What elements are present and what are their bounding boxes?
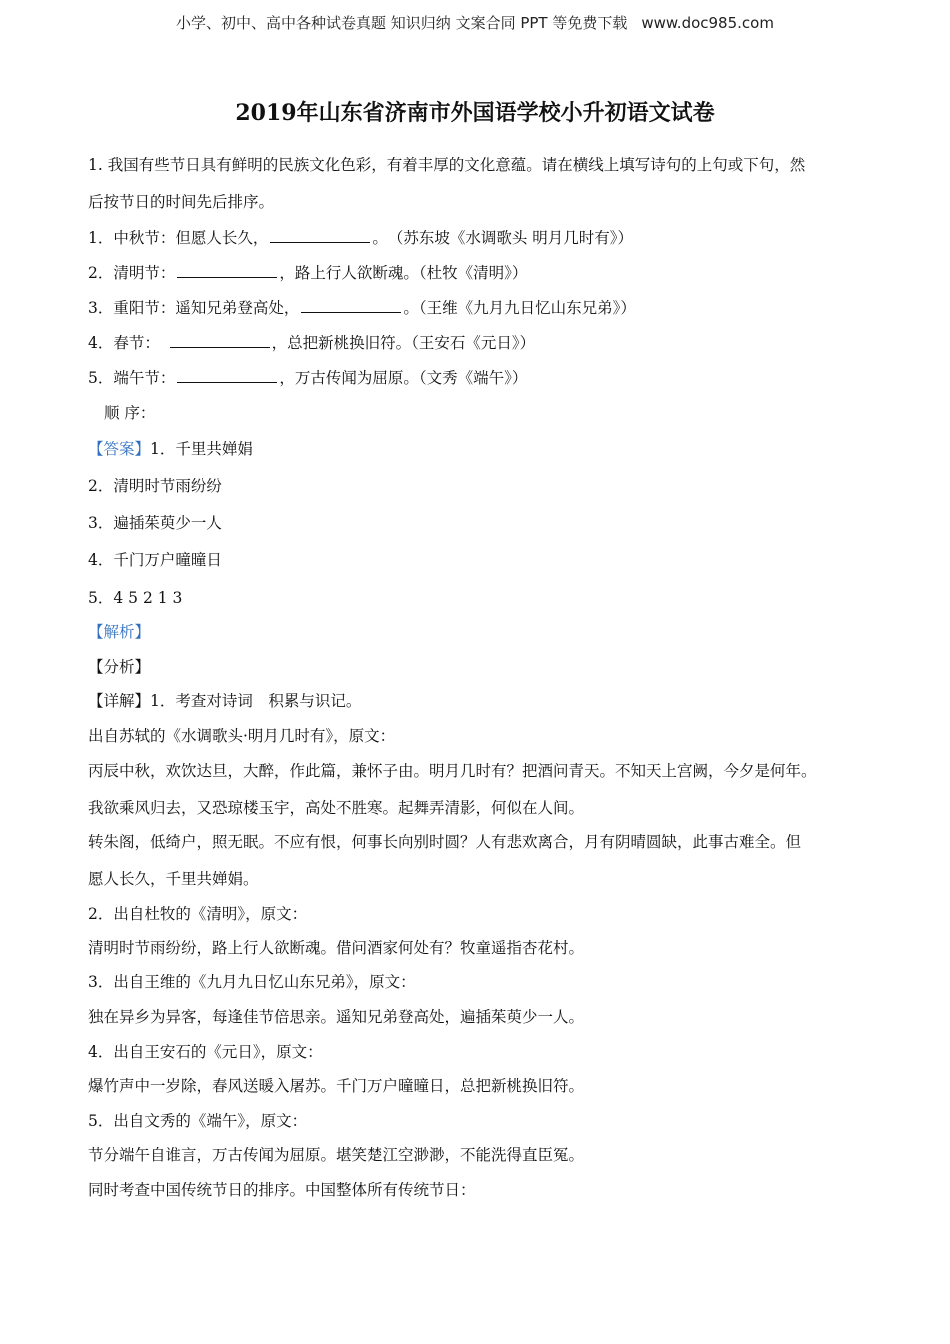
analysis-line-7: 清明时节雨纷纷，路上行人欲断魂。借问酒家何处有？牧童遥指杏花村。 (88, 939, 585, 957)
analysis-line-13: 节分端午自谁言，万古传闻为屈原。堪笑楚江空渺渺，不能洗得直臣冤。 (88, 1146, 585, 1164)
answer-line-5: 5．4 5 2 1 3 (88, 589, 183, 607)
question-stem-line-2: 后按节日的时间先后排序。 (88, 193, 275, 211)
analysis-line-8: 3．出自王维的《九月九日忆山东兄弟》，原文： (88, 973, 416, 991)
answer-line-1 (88, 437, 253, 459)
item-suffix: ，总把新桃换旧符。（王安石《元日》） (271, 334, 536, 352)
question-item-4 (88, 331, 535, 353)
item-prefix: 4．春节： (88, 334, 168, 352)
question-stem-line-1: 1. 我国有些节日具有鲜明的民族文化色彩，有着丰厚的文化意蕴。请在横线上填写诗句的上句或下句，然 (88, 156, 806, 174)
analysis-line-10: 4．出自王安石的《元日》，原文： (88, 1043, 323, 1061)
fenxi-tag: 【分析】 (88, 658, 151, 676)
answer-line-3: 3．遍插茱萸少一人 (88, 514, 222, 532)
item-prefix: 3．重阳节：遥知兄弟登高处， (88, 299, 300, 317)
answer-line-4: 4．千门万户曈曈日 (88, 551, 222, 569)
fill-blank[interactable] (177, 262, 277, 278)
item-suffix: 。 （苏东坡《水调歌头 明月几时有》） (372, 229, 634, 247)
question-item-2 (88, 261, 527, 283)
answer-line-2: 2．清明时节雨纷纷 (88, 477, 222, 495)
page-title: 2019年山东省济南市外国语学校小升初语文试卷 (235, 100, 715, 126)
question-item-5 (88, 366, 527, 388)
analysis-line-6: 2．出自杜牧的《清明》，原文： (88, 905, 308, 923)
analysis-line-2: 丙辰中秋，欢饮达旦，大醉，作此篇，兼怀子由。明月几时有？把酒问青天。不知天上宫阙，今夕是何年。 (88, 762, 817, 780)
analysis-line-14: 同时考查中国传统节日的排序。中国整体所有传统节日： (88, 1181, 476, 1199)
fill-blank[interactable] (270, 227, 370, 243)
analysis-line-5: 愿人长久，千里共婵娟。 (88, 870, 259, 888)
item-prefix: 5．端午节： (88, 369, 176, 387)
detail-tag: 【详解】 (88, 692, 151, 710)
item-prefix: 1．中秋节：但愿人长久， (88, 229, 269, 247)
answer-tag: 【答案】 (88, 440, 151, 458)
analysis-line-1: 出自苏轼的《水调歌头·明月几时有》，原文： (88, 727, 396, 745)
item-prefix: 2．清明节： (88, 264, 176, 282)
fill-blank[interactable] (177, 367, 277, 383)
analysis-tag: 【解析】 (88, 623, 151, 641)
header-text: 小学、初中、高中各种试卷真题 知识归纳 文案合同 PPT 等免费下载 (176, 14, 628, 32)
item-suffix: 。（王维《九月九日忆山东兄弟》） (403, 299, 636, 317)
order-label: 顺 序： (104, 404, 156, 422)
page-header (0, 12, 950, 33)
detail-line (88, 689, 361, 711)
analysis-line-11: 爆竹声中一岁除，春风送暖入屠苏。千门万户曈曈日，总把新桃换旧符。 (88, 1077, 585, 1095)
header-url[interactable]: www.doc985.com (641, 14, 774, 32)
analysis-line-4: 转朱阁，低绮户，照无眠。不应有恨，何事长向别时圆？人有悲欢离合，月有阴晴圆缺，此事古难全。但 (88, 833, 802, 851)
fill-blank[interactable] (301, 297, 401, 313)
item-suffix: ，万古传闻为屈原。（文秀《端午》） (279, 369, 528, 387)
question-item-3 (88, 296, 636, 318)
analysis-line-9: 独在异乡为异客，每逢佳节倍思亲。遥知兄弟登高处，遍插茱萸少一人。 (88, 1008, 585, 1026)
answer-text: 1．千里共婵娟 (150, 440, 253, 458)
analysis-line-3: 我欲乘风归去，又恐琼楼玉宇，高处不胜寒。起舞弄清影，何似在人间。 (88, 799, 585, 817)
analysis-line-12: 5．出自文秀的《端午》，原文： (88, 1112, 308, 1130)
question-item-1 (88, 226, 633, 248)
item-suffix: ，路上行人欲断魂。（杜牧《清明》） (279, 264, 528, 282)
fill-blank[interactable] (170, 332, 270, 348)
detail-text: 1．考查对诗词 积累与识记。 (150, 692, 362, 710)
